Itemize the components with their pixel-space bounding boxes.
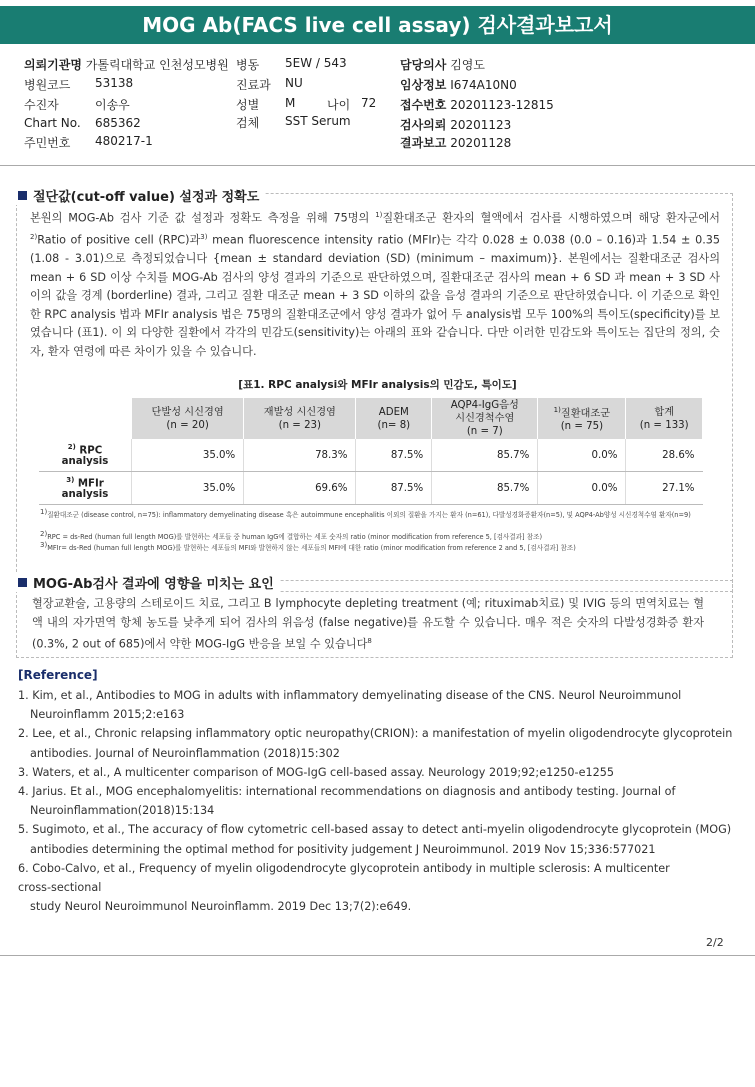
reference-list bbox=[18, 686, 733, 916]
section-bullet-icon bbox=[18, 578, 27, 587]
id-label: 주민번호 bbox=[24, 136, 71, 150]
table-cell: 69.6% bbox=[244, 472, 356, 505]
chart-value: 685362 bbox=[95, 116, 141, 130]
table-cell: 35.0% bbox=[132, 439, 244, 472]
reference-item: 6. Cobo-Calvo, et al., Frequency of myelin oligodendrocyte glycoprotein antibody in multiple sclerosis: A multicenter cross-sectional study Neurol Neuroimmunol Neuroinflamm. 2019 Dec 13;7(2):e649. bbox=[18, 861, 670, 914]
table-cell: 78.3% bbox=[244, 439, 356, 472]
ward-label: 병동 bbox=[236, 58, 260, 72]
specimen-value: SST Serum bbox=[285, 114, 351, 128]
doctor-field: 담당의사 김영도 bbox=[400, 58, 485, 72]
footnote-2: $^{2)}$RPC = ds-Red (human full length MOG)를 발현하는 세포들 중 human IgG에 결합하는 세포 숫자의 ratio (minor modification from reference 5, [검사결과] 참조) bbox=[40, 530, 543, 542]
factors-section-title: MOG-Ab검사 결과에 영향을 미치는 요인 bbox=[16, 573, 280, 592]
patient-label: 수진자 bbox=[24, 98, 59, 112]
table-cell: 27.1% bbox=[626, 472, 703, 505]
reference-heading: [Reference] bbox=[18, 668, 98, 682]
col-header-aqp4-negative: AQP4-IgG음성 시신경척수염 (n = 7) bbox=[432, 398, 538, 439]
reference-item: 3. Waters, et al., A multicenter comparison of MOG-IgG cell-based assay. Neurology 2019;92;e1250-e1255 bbox=[18, 765, 614, 779]
clinical-field: 임상정보 I674A10N0 bbox=[400, 78, 517, 92]
page-number: 2/2 bbox=[706, 936, 724, 949]
table-cell: 35.0% bbox=[132, 472, 244, 505]
header-divider bbox=[0, 165, 755, 166]
table-cell: 28.6% bbox=[626, 439, 703, 472]
footnote-1: $^{1)}$질환대조군 (disease control, n=75): inflammatory demyelinating disease 혹은 autoimmune encephalitis 이외의 질환을 가지는 환자 (n=61), 다발성경화증환자(n=5), 및 AQP4-Ab양성 시신경척수염 환자(n=9) bbox=[40, 508, 691, 520]
table-row-rpc bbox=[39, 439, 703, 472]
institution-field: 의뢰기관명 가톨릭대학교 인천성모병원 bbox=[24, 58, 229, 72]
table-header-row bbox=[39, 398, 703, 439]
section-bullet-icon bbox=[18, 191, 27, 200]
col-header-relapsing: 재발성 시신경염 (n = 23) bbox=[244, 398, 356, 439]
col-header-total: 합계 (n = 133) bbox=[626, 398, 703, 439]
table-cell: 0.0% bbox=[538, 439, 626, 472]
reference-item: 4. Jarius. Et al., MOG encephalomyelitis: international recommendations on diagnosis and antibody testing. Journal of Neuroinflammation(2018)15:134 bbox=[18, 785, 676, 818]
id-value: 480217-1 bbox=[95, 134, 153, 148]
request-field: 검사의뢰 20201123 bbox=[400, 118, 512, 132]
receipt-field: 접수번호 20201123-12815 bbox=[400, 98, 554, 112]
dept-label: 진료과 bbox=[236, 78, 271, 92]
reference-item: 2. Lee, et al., Chronic relapsing inflammatory optic neuropathy(CRION): a manifestation of myelin oligodendrocyte glycoprotein antibodies. Journal of Neuroinflammation (2018)15:302 bbox=[18, 727, 733, 760]
chart-label: Chart No. bbox=[24, 116, 81, 130]
age-label: 나이 bbox=[327, 98, 351, 112]
table-cell: 87.5% bbox=[356, 472, 432, 505]
cutoff-section-title: 절단값(cut-off value) 설정과 정확도 bbox=[16, 186, 265, 205]
table-cell: 87.5% bbox=[356, 439, 432, 472]
table-cell: 85.7% bbox=[432, 472, 538, 505]
hospital-code-value: 53138 bbox=[95, 76, 134, 90]
factors-paragraph: 혈장교환술, 고용량의 스테로이드 치료, 그리고 B lymphocyte depleting treatment (예; rituximab치료) 및 IVIG 등의 면역치료는 혈액 내의 자가면역 항체 농도를 낮추게 되어 검사의 위음성 (false negative)를 유도할 수 있습니다. 매우 적은 숫자의 다발성경화증 환자 (0.3%, 2 out of 685)에서 약한 MOG-IgG 반응을 보일 수 있습니다$^8$ bbox=[32, 597, 704, 651]
col-header-monophasic: 단발성 시신경염 (n = 20) bbox=[132, 398, 244, 439]
patient-name: 이송우 bbox=[95, 98, 130, 112]
age-value: 72 bbox=[361, 96, 377, 110]
specimen-label: 검체 bbox=[236, 116, 260, 130]
col-header-adem: ADEM (n= 8) bbox=[356, 398, 432, 439]
ward-value: 5EW / 543 bbox=[285, 56, 347, 70]
dept-value: NU bbox=[285, 76, 303, 90]
table-cell: 85.7% bbox=[432, 439, 538, 472]
sex-value: M bbox=[285, 96, 296, 110]
row-label-rpc: $^{2)}$ RPC analysis bbox=[39, 439, 132, 472]
table-row-mfir bbox=[39, 472, 703, 505]
reference-item: 5. Sugimoto, et al., The accuracy of flow cytometric cell-based assay to detect anti-myelin oligodendrocyte glycoprotein (MOG) antibodies determining the optimal method for positivity judgement J Neuroimmunol. 2019 Nov 15;336:577021 bbox=[18, 823, 732, 856]
patient-info bbox=[0, 52, 755, 164]
col-header-disease-control: $^{1)}$질환대조군 (n = 75) bbox=[538, 398, 626, 439]
hospital-code-label: 병원코드 bbox=[24, 78, 71, 92]
table-cell: 0.0% bbox=[538, 472, 626, 505]
footnote-3: $^{3)}$MFIr= ds-Red (human full length MOG)를 발현하는 세포들의 MFI와 발현하지 않는 세포들의 MFI에 대한 ratio (minor modification from reference 2 and 5, [검사결과] 참조) bbox=[40, 541, 576, 553]
sex-label: 성별 bbox=[236, 98, 260, 112]
table-caption: [표1. RPC analysi와 MFIr analysis의 민감도, 특이도] bbox=[238, 379, 517, 391]
report-date-field: 결과보고 20201128 bbox=[400, 136, 512, 150]
row-label-mfir: $^{3)}$ MFIr analysis bbox=[39, 472, 132, 505]
table-corner bbox=[39, 398, 132, 439]
footer-divider bbox=[0, 955, 755, 956]
sensitivity-table bbox=[39, 398, 703, 505]
reference-item: 1. Kim, et al., Antibodies to MOG in adults with inflammatory demyelinating disease of the CNS. Neurol Neuroimmunol Neuroinflamm 2015;2:e163 bbox=[18, 689, 682, 722]
cutoff-paragraph: 본원의 MOG-Ab 검사 기준 값 설정과 정확도 측정을 위해 75명의 $^{1)}$질환대조군 환자의 혈액에서 검사를 시행하였으며 해당 환자군에서 $^{2)}$Ratio of positive cell (RPC)과$^{3)}$ mean fluorescence intensity ratio (MFIr)는 각각 0.028 ± 0.038 (0.0 – 0.16)과 1.54 ± 0.35 (1.08 - 3.01)으로 측정되었습니다 {mean ± standard deviation (SD) (minimum – maximum)}. 본원에서는 질환대조군 검사의 mean + 6 SD 이상 수치를 MOG-Ab 검사의 양성 결과의 기준으로 판단하였으며, 질환대조군 검사의 mean + 6 SD 과 mean + 3 SD 사이의 값을 경계 (borderline) 결과, 그리고 질환 대조군 mean + 3 SD 이하의 값을 음성 결과의 기준으로 판단하였습니다. 이 기준으로 확인한 RPC analysis 법과 MFIr analysis 법은 75명의 질환대조군에서 양성 결과가 없어 두 analysis법 모두 100%의 특이도(specificity)를 보였습니다 (표1). 이 외 다양한 질환에서 각각의 민감도(sensitivity)는 아래의 표와 같습니다. 다만 이러한 민감도와 특이도는 집단의 정의, 숫자, 환자 연령에 따른 차이가 있을 수 있습니다. bbox=[30, 211, 720, 358]
report-title: MOG Ab(FACS live cell assay) 검사결과보고서 bbox=[0, 6, 755, 44]
